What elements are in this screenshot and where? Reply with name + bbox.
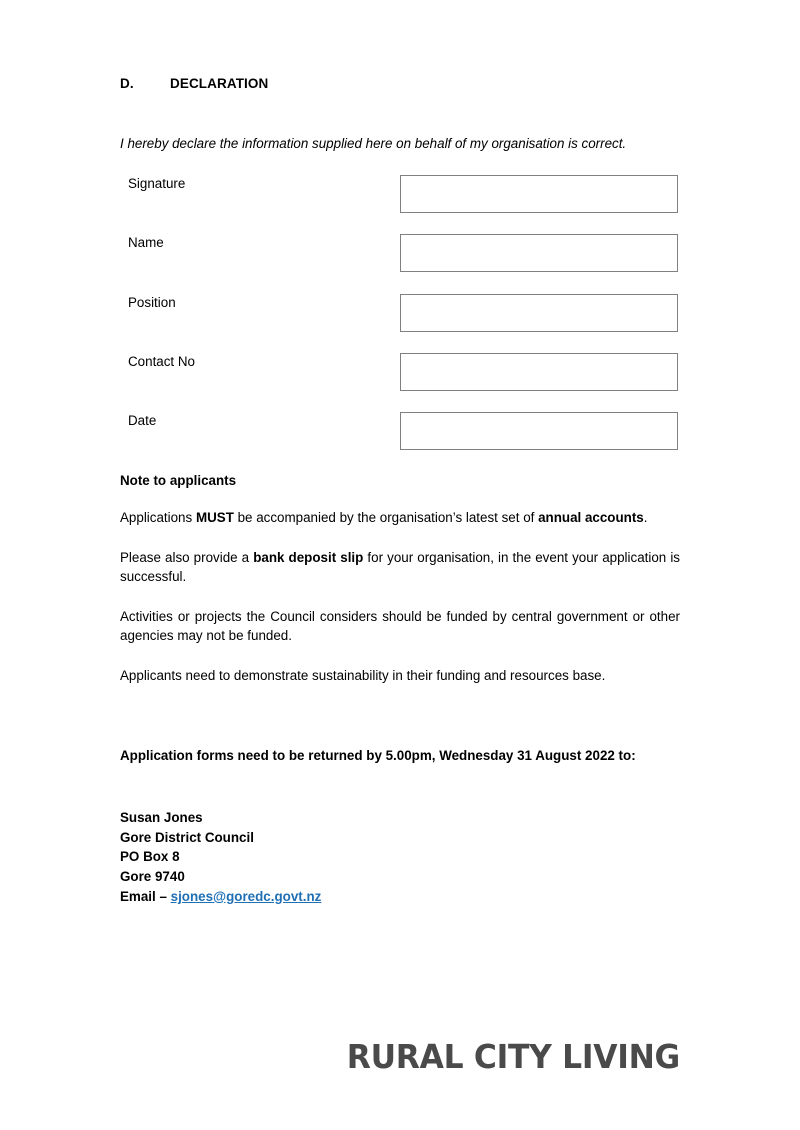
notes-paragraph-3: Activities or projects the Council considers should be funded by central government or other agencies may not be funded. <box>120 608 680 643</box>
contact-email-link[interactable]: sjones@goredc.govt.nz <box>170 888 322 904</box>
notes-paragraph-4: Applicants need to demonstrate sustainability in their funding and resources base. <box>120 667 606 683</box>
declaration-form <box>120 168 680 464</box>
section-heading <box>120 76 680 91</box>
notes-section <box>120 473 680 705</box>
document-page <box>120 0 680 1130</box>
notes-paragraph-1 <box>120 508 680 528</box>
contact-block <box>120 808 680 907</box>
p2-bold-bank-deposit-slip: bank deposit slip <box>253 549 364 565</box>
input-contact-no[interactable] <box>400 353 678 391</box>
p2-text-2: for your organisation, in the event your application is successful. <box>120 549 680 584</box>
form-row-name <box>120 227 680 286</box>
form-row-contact-no <box>120 346 680 405</box>
p1-bold-annual-accounts: annual accounts <box>538 510 644 525</box>
section-letter: D. <box>120 76 134 91</box>
notes-heading: Note to applicants <box>120 473 237 488</box>
contact-po-box: PO Box 8 <box>120 849 180 865</box>
p1-text-3: . <box>643 510 648 525</box>
label-name: Name <box>128 235 164 251</box>
input-signature[interactable] <box>400 175 678 213</box>
form-row-position <box>120 287 680 346</box>
contact-city-postcode: Gore 9740 <box>120 869 185 885</box>
deadline-statement: Application forms need to be returned by 5.00pm, Wednesday 31 August 2022 to: <box>120 748 636 763</box>
input-name[interactable] <box>400 234 678 272</box>
declaration-statement: I hereby declare the information supplied here on behalf of my organisation is correct. <box>120 136 627 151</box>
input-position[interactable] <box>400 294 678 332</box>
contact-email-label: Email – <box>120 888 171 904</box>
rural-city-living-logo: RURAL CITY LIVING <box>346 1037 680 1076</box>
section-title: DECLARATION <box>170 76 269 91</box>
label-date: Date <box>128 413 157 429</box>
form-row-signature <box>120 168 680 227</box>
label-contact-no: Contact No <box>128 353 195 369</box>
p2-text-1: Please also provide a <box>120 549 254 565</box>
label-signature: Signature <box>128 176 186 191</box>
input-date[interactable] <box>400 412 678 450</box>
notes-paragraph-2 <box>120 548 680 587</box>
p1-text-1: Applications <box>120 510 196 525</box>
contact-organisation: Gore District Council <box>120 829 254 845</box>
label-position: Position <box>128 294 176 310</box>
form-row-date <box>120 405 680 464</box>
p1-text-2: be accompanied by the organisation’s latest set of <box>233 510 539 525</box>
contact-name: Susan Jones <box>120 810 203 825</box>
contact-email-line <box>120 887 680 907</box>
p1-bold-must: MUST <box>195 510 234 525</box>
